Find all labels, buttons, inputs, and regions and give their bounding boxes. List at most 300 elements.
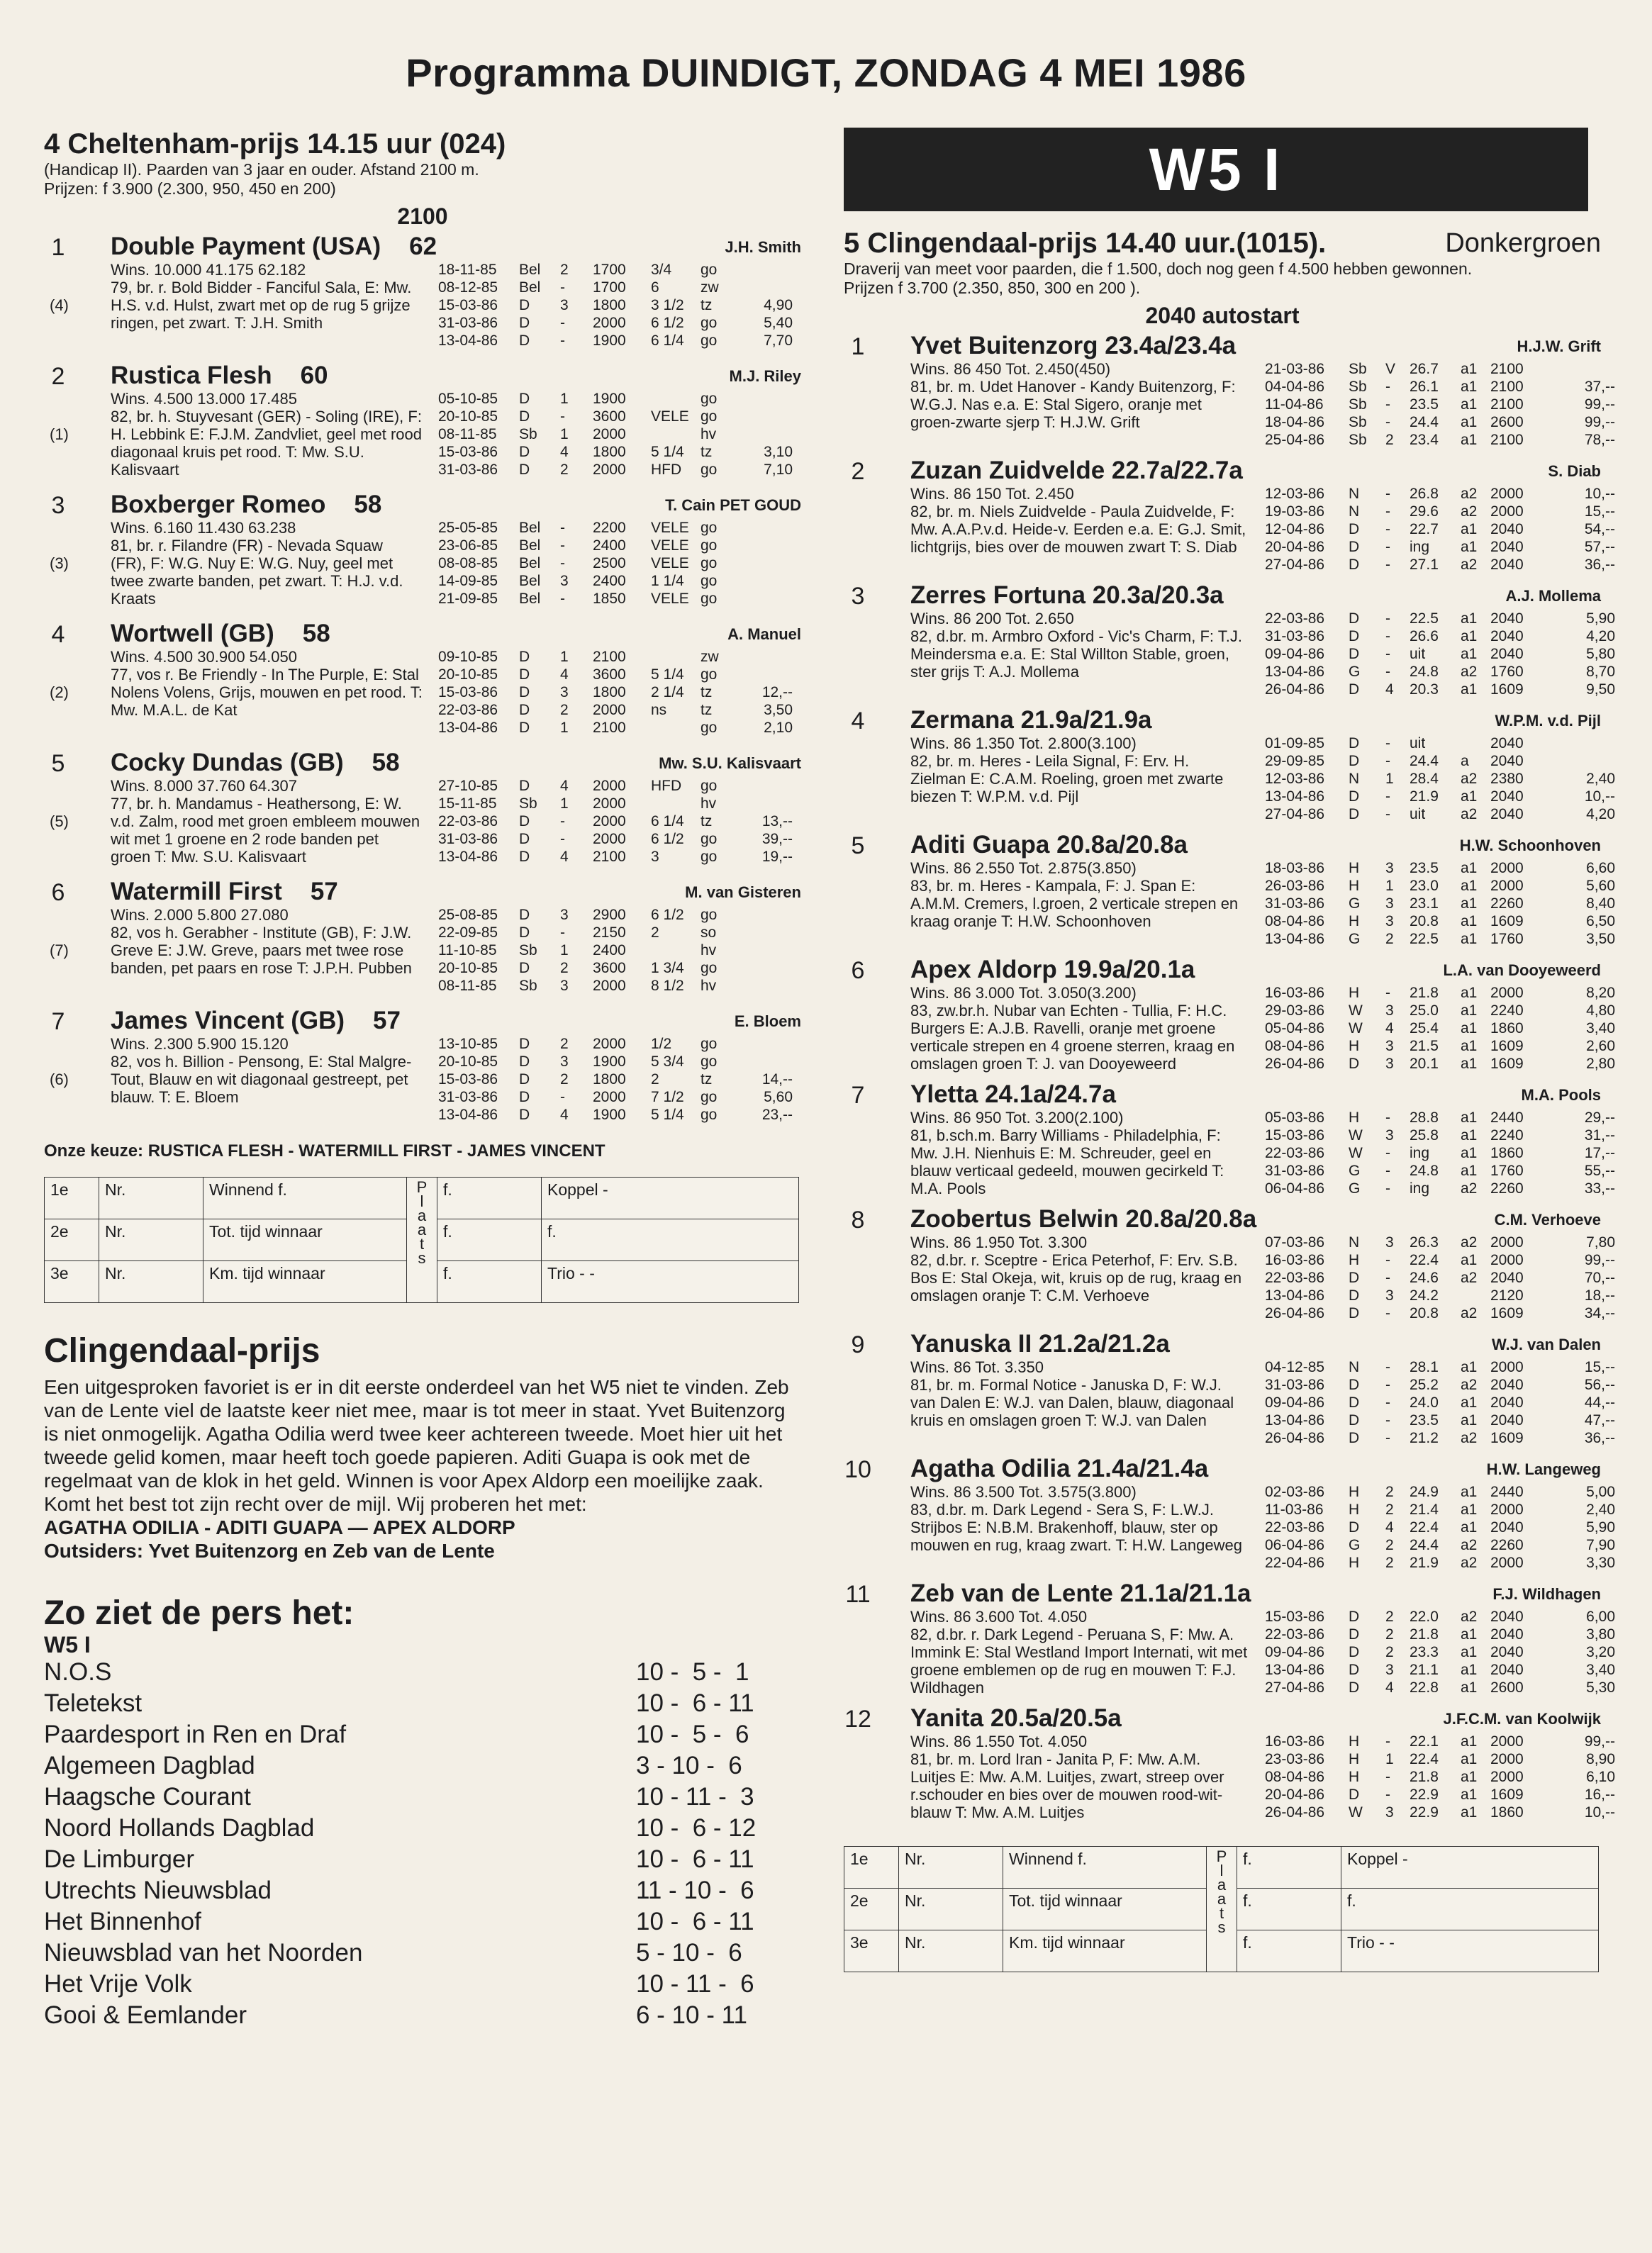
form-cell: go bbox=[701, 1053, 718, 1070]
horse-name-line bbox=[910, 1205, 1256, 1234]
form-cell: 5,30 bbox=[1586, 1679, 1615, 1696]
form-cell: 3600 bbox=[593, 408, 626, 425]
form-cell: 1860 bbox=[1490, 1020, 1524, 1036]
form-row bbox=[438, 1053, 793, 1070]
form-row bbox=[1265, 503, 1615, 520]
form-row bbox=[1265, 610, 1615, 627]
horse-number: 4 bbox=[51, 621, 65, 648]
horse-trainer: L.A. van Dooyeweerd bbox=[1443, 961, 1601, 979]
form-cell: 4 bbox=[560, 849, 569, 865]
form-cell: a1 bbox=[1461, 1484, 1478, 1500]
form-cell: 1800 bbox=[593, 297, 626, 313]
horse-body bbox=[844, 360, 1615, 448]
result-place: 2e bbox=[45, 1219, 99, 1261]
form-cell: 13-10-85 bbox=[438, 1036, 498, 1052]
form-cell: 01-09-85 bbox=[1265, 735, 1325, 751]
form-cell: ing bbox=[1410, 539, 1430, 555]
form-cell: H bbox=[1349, 985, 1360, 1001]
form-row bbox=[1265, 396, 1615, 413]
form-cell: tz bbox=[701, 684, 713, 700]
form-cell bbox=[651, 648, 701, 666]
press-row bbox=[44, 1969, 801, 2000]
form-cell: D bbox=[519, 297, 530, 313]
horse-name: Zermana 21.9a/21.9a bbox=[910, 706, 1152, 734]
form-cell: 09-04-86 bbox=[1265, 1394, 1325, 1411]
form-cell: - bbox=[560, 1089, 565, 1105]
horse-description: Wins. 10.000 41.175 62.182 79, br. r. Bold Bidder - Fanciful Sala, E: Mw. H.S. v.d. Hulst, zwart met op de rug 5 grijze ringen, pet zwart. T: J.H. Smith bbox=[111, 261, 412, 332]
form-cell: 12-03-86 bbox=[1265, 771, 1325, 787]
form-cell: 2040 bbox=[1490, 1519, 1524, 1536]
form-cell: 3,10 bbox=[764, 444, 793, 460]
form-row bbox=[1265, 1287, 1615, 1304]
form-cell: 2 bbox=[1385, 1626, 1394, 1643]
form-cell: VELE bbox=[651, 537, 689, 554]
horse-name: Yanuska II 21.2a/21.2a bbox=[910, 1330, 1170, 1358]
form-cell: 1850 bbox=[593, 591, 626, 607]
form-cell: a1 bbox=[1461, 432, 1478, 448]
form-cell: H bbox=[1349, 1733, 1360, 1750]
form-cell: 2150 bbox=[593, 924, 626, 941]
form-cell: - bbox=[560, 332, 565, 349]
horse-number: 5 bbox=[851, 832, 865, 859]
form-cell: 1609 bbox=[1490, 681, 1524, 698]
form-cell: a1 bbox=[1461, 788, 1478, 805]
form-cell: 27-10-85 bbox=[438, 778, 498, 794]
form-cell: D bbox=[519, 831, 530, 847]
form-cell: 1 bbox=[560, 942, 569, 958]
form-cell: 8 1/2 bbox=[651, 978, 684, 994]
form-cell: go bbox=[701, 462, 718, 478]
form-cell: HFD bbox=[651, 462, 682, 478]
form-cell: 2440 bbox=[1490, 1109, 1524, 1126]
horse-number: 7 bbox=[851, 1082, 865, 1109]
horse-post: (2) bbox=[50, 683, 69, 701]
form-cell: 22.4 bbox=[1410, 1519, 1439, 1536]
form-row bbox=[438, 425, 793, 443]
form-cell: ing bbox=[1410, 1145, 1430, 1161]
form-cell: D bbox=[1349, 1679, 1360, 1696]
form-cell: 22.8 bbox=[1410, 1679, 1439, 1696]
press-row bbox=[44, 1750, 801, 1782]
form-cell: H bbox=[1349, 860, 1360, 876]
form-row bbox=[1265, 1055, 1615, 1073]
form-cell: D bbox=[519, 813, 530, 829]
horse-name: Zuzan Zuidvelde 22.7a/22.7a bbox=[910, 457, 1243, 484]
form-cell: 3,40 bbox=[1586, 1662, 1615, 1678]
form-cell: 4 bbox=[1385, 1679, 1394, 1696]
form-cell: 2040 bbox=[1490, 646, 1524, 662]
result-right: f. bbox=[1341, 1889, 1599, 1930]
form-cell: D bbox=[519, 960, 530, 976]
horse-post: (7) bbox=[50, 941, 69, 959]
horse-form-table bbox=[1265, 1358, 1615, 1447]
form-cell: 27.1 bbox=[1410, 557, 1439, 573]
form-cell: - bbox=[1385, 1769, 1390, 1785]
form-cell: a1 bbox=[1461, 610, 1478, 627]
form-cell: D bbox=[1349, 1662, 1360, 1678]
form-cell: a1 bbox=[1461, 878, 1478, 894]
form-cell: 23-03-86 bbox=[1265, 1751, 1325, 1767]
result-right: Koppel - bbox=[1341, 1847, 1599, 1889]
horse-name-line bbox=[111, 233, 437, 261]
horse-name-line bbox=[910, 1704, 1122, 1733]
horse-name-line bbox=[910, 581, 1224, 610]
result-f: f. bbox=[437, 1178, 542, 1219]
form-row bbox=[1265, 1608, 1615, 1626]
form-cell: 21.9 bbox=[1410, 1555, 1439, 1571]
form-cell: D bbox=[1349, 610, 1360, 627]
press-name: Gooi & Eemlander bbox=[44, 2001, 247, 2029]
form-cell: 6,00 bbox=[1586, 1609, 1615, 1625]
form-cell: 2600 bbox=[1490, 414, 1524, 430]
form-cell: 22.0 bbox=[1410, 1609, 1439, 1625]
form-cell: 09-10-85 bbox=[438, 649, 498, 665]
form-cell: 2100 bbox=[593, 720, 626, 736]
form-cell: VELE bbox=[651, 520, 689, 536]
form-cell: G bbox=[1349, 931, 1361, 947]
horse-number: 4 bbox=[851, 708, 865, 734]
form-cell: 3 bbox=[1385, 913, 1394, 929]
form-cell: a1 bbox=[1461, 1109, 1478, 1126]
horse-number: 3 bbox=[51, 492, 65, 519]
form-cell: 25.4 bbox=[1410, 1020, 1439, 1036]
form-cell: H bbox=[1349, 1484, 1360, 1500]
form-cell: 1 bbox=[1385, 878, 1394, 894]
form-cell: a bbox=[1461, 753, 1469, 769]
form-row bbox=[1265, 1626, 1615, 1643]
form-cell: - bbox=[560, 408, 565, 425]
form-cell: a1 bbox=[1461, 521, 1478, 537]
form-cell: 6 1/4 bbox=[651, 813, 684, 829]
horse-number: 7 bbox=[51, 1008, 65, 1035]
form-cell: 2260 bbox=[1490, 1180, 1524, 1197]
form-cell: 5,60 bbox=[1586, 878, 1615, 894]
form-cell: 7,70 bbox=[764, 332, 793, 349]
form-cell: 08-12-85 bbox=[438, 279, 498, 296]
form-cell: 31-03-86 bbox=[438, 831, 498, 847]
form-cell: - bbox=[1385, 1359, 1390, 1375]
form-cell: a1 bbox=[1461, 1252, 1478, 1268]
horse-title-row bbox=[844, 831, 1601, 859]
form-row bbox=[1265, 1019, 1615, 1037]
horse-body bbox=[44, 906, 801, 994]
form-row bbox=[438, 977, 793, 995]
form-cell: 6,50 bbox=[1586, 913, 1615, 929]
result-label: Winnend f. bbox=[1003, 1847, 1207, 1889]
result-place: 2e bbox=[844, 1889, 899, 1930]
form-cell: 31-03-86 bbox=[1265, 1377, 1325, 1393]
form-cell: - bbox=[560, 831, 565, 847]
form-cell: VELE bbox=[651, 591, 689, 607]
form-cell: 26.3 bbox=[1410, 1234, 1439, 1251]
form-row bbox=[1265, 1483, 1615, 1501]
form-cell: 14-09-85 bbox=[438, 573, 498, 589]
form-cell: 3 bbox=[560, 1053, 569, 1070]
form-cell: 55,-- bbox=[1584, 1163, 1615, 1179]
horse-body bbox=[844, 984, 1615, 1073]
form-cell: 2040 bbox=[1490, 557, 1524, 573]
form-cell: D bbox=[519, 444, 530, 460]
press-pick: 10 - 6 - 11 bbox=[635, 1908, 754, 1935]
form-cell: 06-04-86 bbox=[1265, 1180, 1325, 1197]
form-cell: Bel bbox=[519, 573, 541, 589]
form-row bbox=[1265, 1804, 1615, 1821]
form-cell: 2000 bbox=[1490, 1733, 1524, 1750]
form-cell: 1760 bbox=[1490, 664, 1524, 680]
form-cell: H bbox=[1349, 1751, 1360, 1767]
form-cell: 2400 bbox=[593, 537, 626, 554]
form-cell: 2000 bbox=[593, 978, 626, 994]
form-cell: a2 bbox=[1461, 486, 1478, 502]
horse-entry bbox=[44, 749, 801, 873]
form-cell: 3 bbox=[560, 297, 569, 313]
form-cell: 2040 bbox=[1490, 1662, 1524, 1678]
press-row bbox=[44, 1844, 801, 1875]
form-cell: 2100 bbox=[1490, 379, 1524, 395]
form-cell: a1 bbox=[1461, 1394, 1478, 1411]
horse-number: 11 bbox=[845, 1581, 871, 1608]
form-cell bbox=[750, 924, 793, 941]
form-cell: 25-04-86 bbox=[1265, 432, 1325, 448]
form-cell: H bbox=[1349, 878, 1360, 894]
form-cell: 2000 bbox=[1490, 1252, 1524, 1268]
form-cell: 31-03-86 bbox=[438, 1089, 498, 1105]
form-cell: 4 bbox=[1385, 1020, 1394, 1036]
form-cell: 24.4 bbox=[1410, 1537, 1439, 1553]
form-cell bbox=[651, 719, 701, 737]
form-cell: - bbox=[1385, 664, 1390, 680]
form-cell: 2000 bbox=[593, 426, 626, 442]
form-cell: 21-03-86 bbox=[1265, 361, 1325, 377]
form-cell: hv bbox=[701, 942, 717, 958]
form-cell: 2900 bbox=[593, 907, 626, 923]
form-cell: 3,30 bbox=[1586, 1555, 1615, 1571]
form-cell: 3 bbox=[1385, 1127, 1394, 1144]
horse-title-row bbox=[844, 706, 1601, 734]
form-cell: 2400 bbox=[593, 573, 626, 589]
form-cell: 2000 bbox=[1490, 1502, 1524, 1518]
horse-form-table bbox=[1265, 859, 1615, 948]
form-cell bbox=[750, 590, 793, 608]
form-cell: go bbox=[701, 778, 718, 794]
form-cell: - bbox=[560, 555, 565, 571]
horse-body bbox=[44, 261, 801, 349]
horse-name-line bbox=[910, 956, 1195, 984]
form-row bbox=[438, 777, 793, 795]
form-cell: 26.7 bbox=[1410, 361, 1439, 377]
form-cell: - bbox=[1385, 806, 1390, 822]
form-cell: 2240 bbox=[1490, 1002, 1524, 1019]
form-cell: 2 bbox=[1385, 432, 1394, 448]
form-cell: 36,-- bbox=[1584, 1430, 1615, 1446]
form-row bbox=[438, 296, 793, 314]
form-cell: H bbox=[1349, 1502, 1360, 1518]
horse-body bbox=[44, 777, 801, 866]
form-cell: - bbox=[560, 591, 565, 607]
form-cell: 24.6 bbox=[1410, 1270, 1439, 1286]
horse-weight: 57 bbox=[310, 878, 338, 905]
form-cell: Sb bbox=[1349, 396, 1367, 413]
press-pick: 10 - 6 - 11 bbox=[635, 1845, 754, 1873]
form-cell: Sb bbox=[1349, 432, 1367, 448]
form-cell: - bbox=[1385, 985, 1390, 1001]
form-cell: D bbox=[1349, 1270, 1360, 1286]
form-cell: 4,20 bbox=[1586, 628, 1615, 644]
result-f: f. bbox=[1237, 1889, 1341, 1930]
press-pick: 10 - 6 - 11 bbox=[635, 1689, 754, 1717]
form-cell: 05-04-86 bbox=[1265, 1020, 1325, 1036]
result-nr: Nr. bbox=[899, 1847, 1003, 1889]
form-cell: 22.5 bbox=[1410, 931, 1439, 947]
form-cell: D bbox=[519, 1036, 530, 1052]
form-cell: W bbox=[1349, 1127, 1363, 1144]
form-cell: 5,40 bbox=[764, 315, 793, 331]
form-cell: 31-03-86 bbox=[438, 462, 498, 478]
form-cell: a1 bbox=[1461, 1038, 1478, 1054]
form-cell: 21-09-85 bbox=[438, 591, 498, 607]
horse-trainer: S. Diab bbox=[1548, 462, 1601, 480]
race5-prizes: Prijzen f 3.700 (2.350, 850, 300 en 200 ). bbox=[844, 279, 1141, 297]
form-cell: D bbox=[1349, 521, 1360, 537]
press-row bbox=[44, 1657, 801, 1688]
form-cell: 2 bbox=[560, 702, 569, 718]
form-cell: 06-04-86 bbox=[1265, 1537, 1325, 1553]
horse-name: Yvet Buitenzorg 23.4a/23.4a bbox=[910, 332, 1237, 359]
form-cell: 31,-- bbox=[1584, 1127, 1615, 1144]
form-cell: 2000 bbox=[593, 813, 626, 829]
form-cell: 23.3 bbox=[1410, 1644, 1439, 1660]
form-cell: go bbox=[701, 960, 718, 976]
form-cell: a1 bbox=[1461, 361, 1478, 377]
result-nr: Nr. bbox=[99, 1178, 203, 1219]
form-cell: 20-10-85 bbox=[438, 666, 498, 683]
form-cell bbox=[750, 1053, 793, 1070]
form-cell: 22.4 bbox=[1410, 1252, 1439, 1268]
form-cell: 24.4 bbox=[1410, 753, 1439, 769]
form-row bbox=[438, 590, 793, 608]
form-cell: 13,-- bbox=[761, 813, 793, 829]
form-cell: 70,-- bbox=[1584, 1270, 1615, 1286]
form-cell: a1 bbox=[1461, 1002, 1478, 1019]
form-cell: 2040 bbox=[1490, 806, 1524, 822]
form-cell: 2040 bbox=[1490, 1412, 1524, 1429]
form-cell: 2040 bbox=[1490, 1377, 1524, 1393]
form-cell: 78,-- bbox=[1584, 432, 1615, 448]
horse-number: 3 bbox=[851, 583, 865, 610]
form-cell: 5,90 bbox=[1586, 1519, 1615, 1536]
form-cell: 4 bbox=[560, 778, 569, 794]
form-cell: H bbox=[1349, 1038, 1360, 1054]
form-cell: 2000 bbox=[1490, 878, 1524, 894]
horse-entry bbox=[844, 956, 1615, 1076]
form-cell: Sb bbox=[519, 942, 537, 958]
horse-number: 2 bbox=[51, 363, 65, 390]
form-cell bbox=[750, 959, 793, 977]
form-cell: D bbox=[519, 720, 530, 736]
horse-description: Wins. 86 2.550 Tot. 2.875(3.850) 83, br. m. Heres - Kampala, F: J. Span E: A.M.M. Cremers, l.groen, 2 verticale strepen en kraag oranje T: H.W. Schoonhoven bbox=[910, 859, 1239, 930]
form-cell: D bbox=[519, 1053, 530, 1070]
form-cell: 21.2 bbox=[1410, 1430, 1439, 1446]
press-pick: 5 - 10 - 6 bbox=[635, 1939, 742, 1967]
form-cell: D bbox=[1349, 788, 1360, 805]
form-cell: 2,10 bbox=[764, 720, 793, 736]
form-cell: 16-03-86 bbox=[1265, 1252, 1325, 1268]
form-cell: 3 bbox=[1385, 1287, 1394, 1304]
horse-trainer: H.J.W. Grift bbox=[1517, 337, 1601, 355]
form-cell: 1 bbox=[1385, 1751, 1394, 1767]
form-cell: 22-03-86 bbox=[1265, 1270, 1325, 1286]
press-sub: W5 I bbox=[44, 1632, 91, 1657]
form-cell: 22-03-86 bbox=[1265, 1626, 1325, 1643]
form-cell: 1 bbox=[1385, 771, 1394, 787]
form-cell: 3 bbox=[1385, 1038, 1394, 1054]
form-cell: 29,-- bbox=[1584, 1109, 1615, 1126]
press-pick: 11 - 10 - 6 bbox=[635, 1877, 754, 1904]
form-cell: 2440 bbox=[1490, 1484, 1524, 1500]
form-cell: 39,-- bbox=[761, 831, 793, 847]
form-cell: go bbox=[701, 591, 718, 607]
horse-description: Wins. 86 3.000 Tot. 3.050(3.200) 83, zw.br.h. Nubar van Echten - Tullia, F: H.C. Burgers E: A.J.B. Ravelli, oranje met groene verticale strepen en 4 groene sterren, kraag en omslagen groen T: J. van Dooyeweerd bbox=[910, 984, 1235, 1073]
clingendaal-text: Een uitgesproken favoriet is er in dit eerste onderdeel van het W5 niet te vinden. Zeb van de Lente viel de laatste keer niet mee, maar is tot meer in staat. Yvet Buitenzorg is niet onmogelijk. Agatha Odilia werd twee keer achtereen tweede. Moet hier uit het tweede gelid komen, maar heeft toch goede papieren. Aditi Guapa is ook met de regelmaat van de klok in het geld. Winnen is voor Apex Aldorp een moeilijke zaak. Komt het best tot zijn recht over de mijl. Wij proberen het met: bbox=[44, 1376, 789, 1515]
form-cell: 04-04-86 bbox=[1265, 379, 1325, 395]
horse-body bbox=[44, 1035, 801, 1123]
horse-trainer: E. Bloem bbox=[734, 1012, 801, 1030]
form-cell: 4,80 bbox=[1586, 1002, 1615, 1019]
horse-trainer: M. van Gisteren bbox=[685, 883, 801, 901]
form-cell: D bbox=[1349, 557, 1360, 573]
horse-entry bbox=[844, 831, 1615, 951]
form-cell: 33,-- bbox=[1584, 1180, 1615, 1197]
form-cell: 2100 bbox=[1490, 396, 1524, 413]
form-cell: Bel bbox=[519, 279, 541, 296]
form-cell: D bbox=[1349, 646, 1360, 662]
form-cell: 28.8 bbox=[1410, 1109, 1439, 1126]
form-cell: Bel bbox=[519, 537, 541, 554]
form-cell: uit bbox=[1410, 806, 1426, 822]
horse-trainer: A.J. Mollema bbox=[1505, 587, 1601, 605]
form-cell: D bbox=[1349, 1609, 1360, 1625]
form-cell: D bbox=[519, 462, 530, 478]
horse-description: Wins. 86 3.500 Tot. 3.575(3.800) 83, d.br. m. Dark Legend - Sera S, F: L.W.J. Strijbos E: N.B.M. Brakenhoff, blauw, ster op mouwen en rug, kraag zwart. T: H.W. Langeweg bbox=[910, 1483, 1242, 1554]
form-cell: VELE bbox=[651, 555, 689, 571]
horse-number: 8 bbox=[851, 1207, 865, 1234]
form-cell: 26-04-86 bbox=[1265, 681, 1325, 698]
form-cell: 2 bbox=[651, 1071, 659, 1088]
form-cell: G bbox=[1349, 895, 1361, 912]
form-cell: 23.4 bbox=[1410, 432, 1439, 448]
form-cell: D bbox=[519, 1071, 530, 1088]
horse-body bbox=[844, 1733, 1615, 1821]
form-cell: 2000 bbox=[593, 702, 626, 718]
form-cell: 3 bbox=[560, 684, 569, 700]
form-cell: 9,50 bbox=[1586, 681, 1615, 698]
horse-form-table bbox=[438, 1035, 793, 1124]
form-cell: 22.9 bbox=[1410, 1804, 1439, 1821]
form-cell: a2 bbox=[1461, 771, 1478, 787]
form-cell: 1860 bbox=[1490, 1804, 1524, 1821]
form-cell: 8,70 bbox=[1586, 664, 1615, 680]
form-cell: 8,40 bbox=[1586, 895, 1615, 912]
horse-description: Wins. 8.000 37.760 64.307 77, br. h. Mandamus - Heathersong, E: W. v.d. Zalm, rood met groen embleem mouwen wit met 1 groene en 2 rode banden pet groen T: Mw. S.U. Kalisvaart bbox=[111, 777, 420, 866]
form-cell: 25.0 bbox=[1410, 1002, 1439, 1019]
form-cell: 2000 bbox=[593, 315, 626, 331]
form-cell: a1 bbox=[1461, 539, 1478, 555]
horse-entry bbox=[844, 1704, 1615, 1825]
horse-post: (5) bbox=[50, 812, 69, 830]
form-cell: a2 bbox=[1461, 503, 1478, 520]
form-cell: 2040 bbox=[1490, 539, 1524, 555]
form-cell: 34,-- bbox=[1584, 1305, 1615, 1321]
